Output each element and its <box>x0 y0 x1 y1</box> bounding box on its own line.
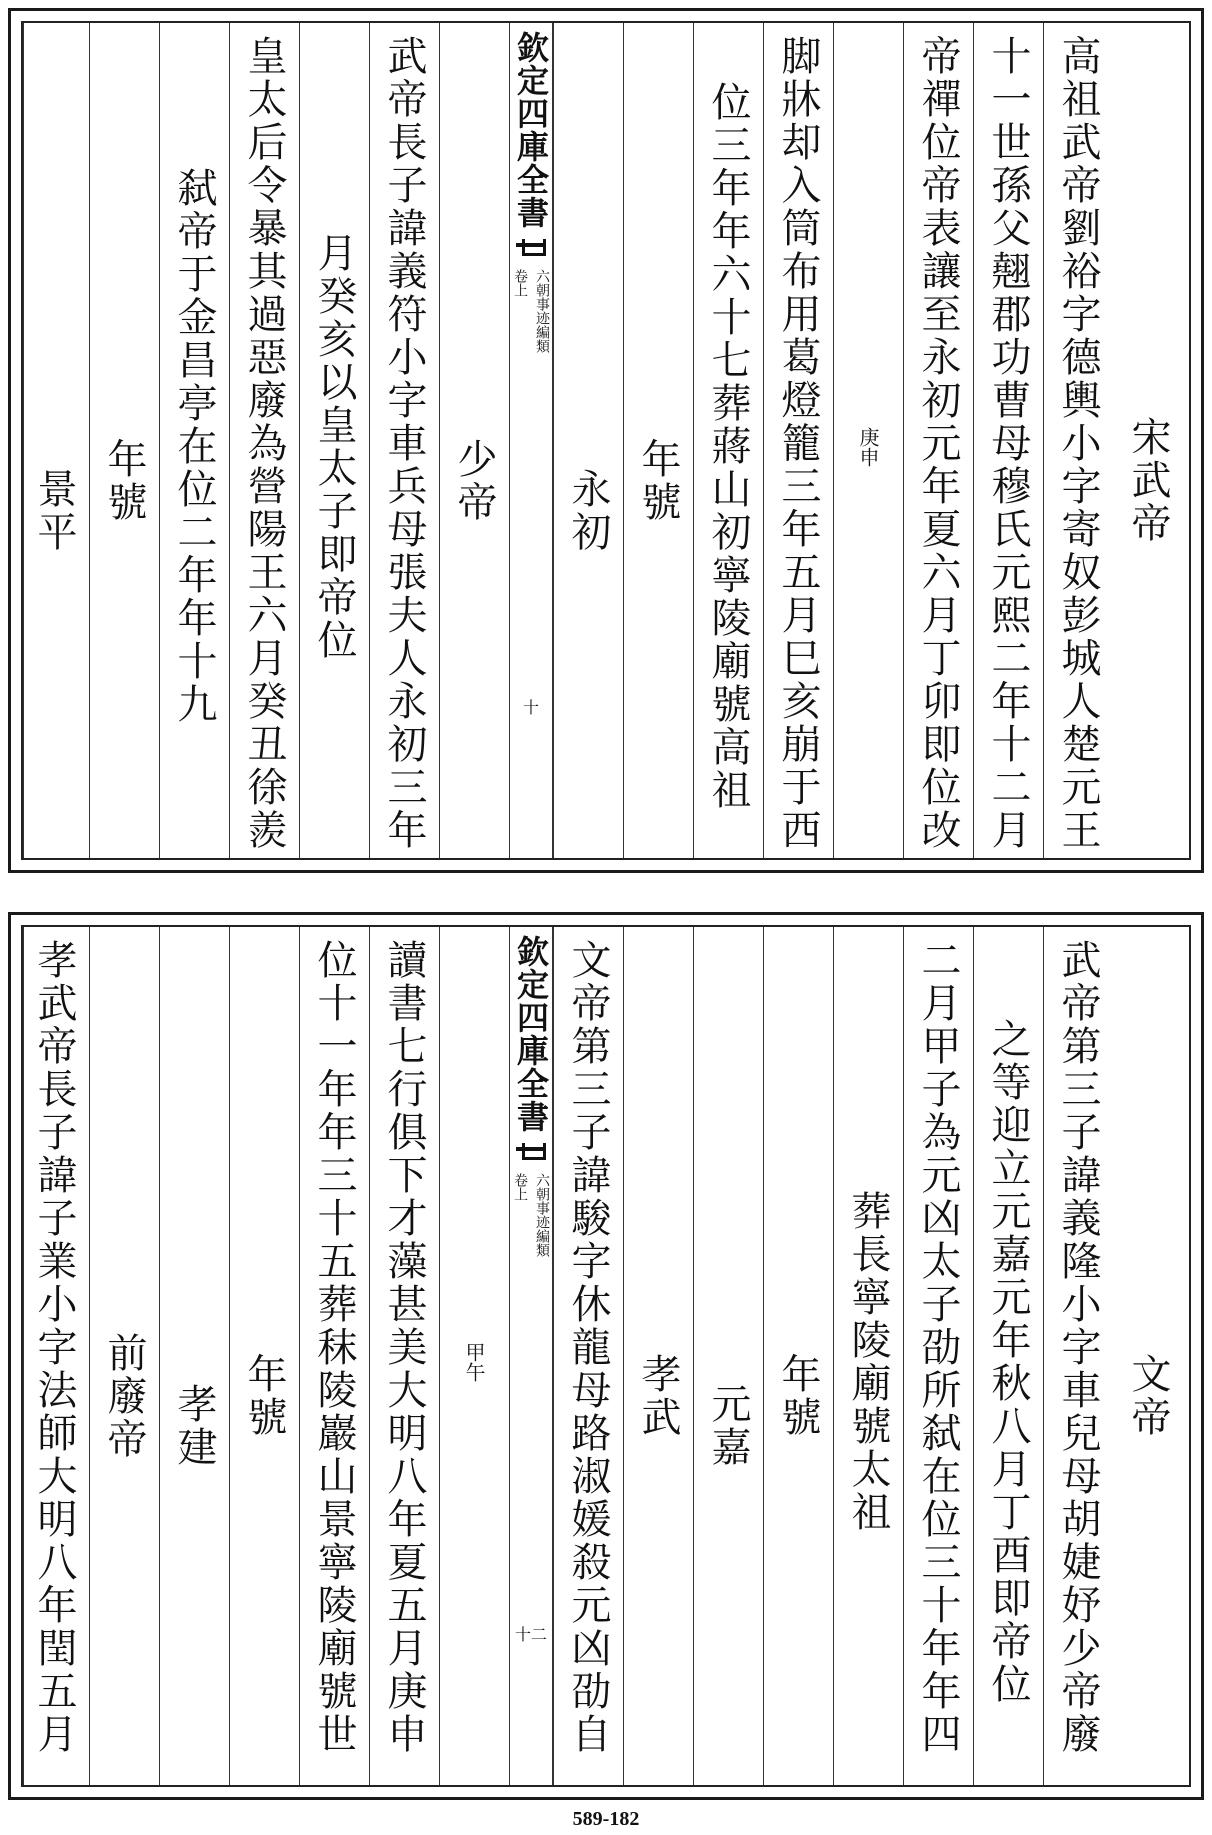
bottom-col-7: 元嘉 <box>693 927 763 1785</box>
bottom-page <box>8 912 1204 1800</box>
bottom-col-10: 甲午 <box>439 927 509 1785</box>
top-col-9: 永初 <box>553 23 623 858</box>
bottom-col-5: 葬長寧陵廟號太祖 <box>833 927 903 1785</box>
top-page <box>8 8 1204 873</box>
footer-page-code: 589-182 <box>572 1808 640 1830</box>
bottom-col-12: 位十一年年三十五葬秣陵巖山景寧陵廟號世 <box>299 927 369 1785</box>
top-col-13: 皇太后令暴其過惡廢為營陽王六月癸丑徐羨 <box>229 23 299 858</box>
bottom-col-6: 年號 <box>763 927 833 1785</box>
top-col-2: 高祖武帝劉裕字德輿小字寄奴彭城人楚元王 <box>1043 23 1113 858</box>
top-col-4: 帝禪位帝表讓至永初元年夏六月丁卯即位改 <box>903 23 973 858</box>
top-col-5: 庚申 <box>833 23 903 858</box>
top-col-7: 位三年年六十七葬蔣山初寧陵廟號高祖 <box>693 23 763 858</box>
fish-tail-ornament-icon <box>516 1137 546 1161</box>
top-col-title: 宋武帝 <box>1125 416 1171 545</box>
bottom-col-2: 武帝第三子諱義隆小字車兒母胡婕妤少帝廢 <box>1043 927 1113 1785</box>
bottom-page-number: 十二 <box>514 1625 547 1644</box>
fish-tail-ornament-icon <box>516 233 546 257</box>
top-col-8: 年號 <box>623 23 693 858</box>
top-page-frame <box>21 21 1191 860</box>
top-col-16: 景平 <box>23 23 89 858</box>
top-col-12: 月癸亥以皇太子即帝位 <box>299 23 369 858</box>
bottom-col-3: 之等迎立元嘉元年秋八月丁酉即帝位 <box>973 927 1043 1785</box>
bottom-col-8: 孝武 <box>623 927 693 1785</box>
bottom-col-14: 孝建 <box>159 927 229 1785</box>
bottom-col-9: 文帝第三子諱駿字休龍母路淑媛殺元凶劭自 <box>553 927 623 1785</box>
top-col-11: 武帝長子諱義符小字車兵母張夫人永初三年 <box>369 23 439 858</box>
top-col-10: 少帝 <box>439 23 509 858</box>
bottom-col-11: 讀書七行俱下才藻甚美大明八年夏五月庚申 <box>369 927 439 1785</box>
bottom-center-spine: 欽定四庫全書 卷上 六朝事迹編類 十二 <box>509 927 553 1785</box>
bottom-col-15: 前廢帝 <box>89 927 159 1785</box>
top-col-3: 十一世孫父翹郡功曹母穆氏元熙二年十二月 <box>973 23 1043 858</box>
top-col-15: 年號 <box>89 23 159 858</box>
bottom-col-16: 孝武帝長子諱子業小字法師大明八年閏五月 <box>23 927 89 1785</box>
bottom-page-frame <box>21 925 1191 1787</box>
bottom-col-title: 文帝 <box>1125 1353 1171 1439</box>
top-center-spine: 欽定四庫全書 卷上 六朝事迹編類 十 <box>509 23 553 858</box>
top-col-6: 脚牀却入筒布用葛燈籠三年五月巳亥崩于西 <box>763 23 833 858</box>
bottom-col-4: 二月甲子為元凶太子劭所弑在位三十年年四 <box>903 927 973 1785</box>
bottom-col-13: 年號 <box>229 927 299 1785</box>
top-page-number: 十 <box>522 698 539 717</box>
top-col-14: 弑帝于金昌亭在位二年年十九 <box>159 23 229 858</box>
